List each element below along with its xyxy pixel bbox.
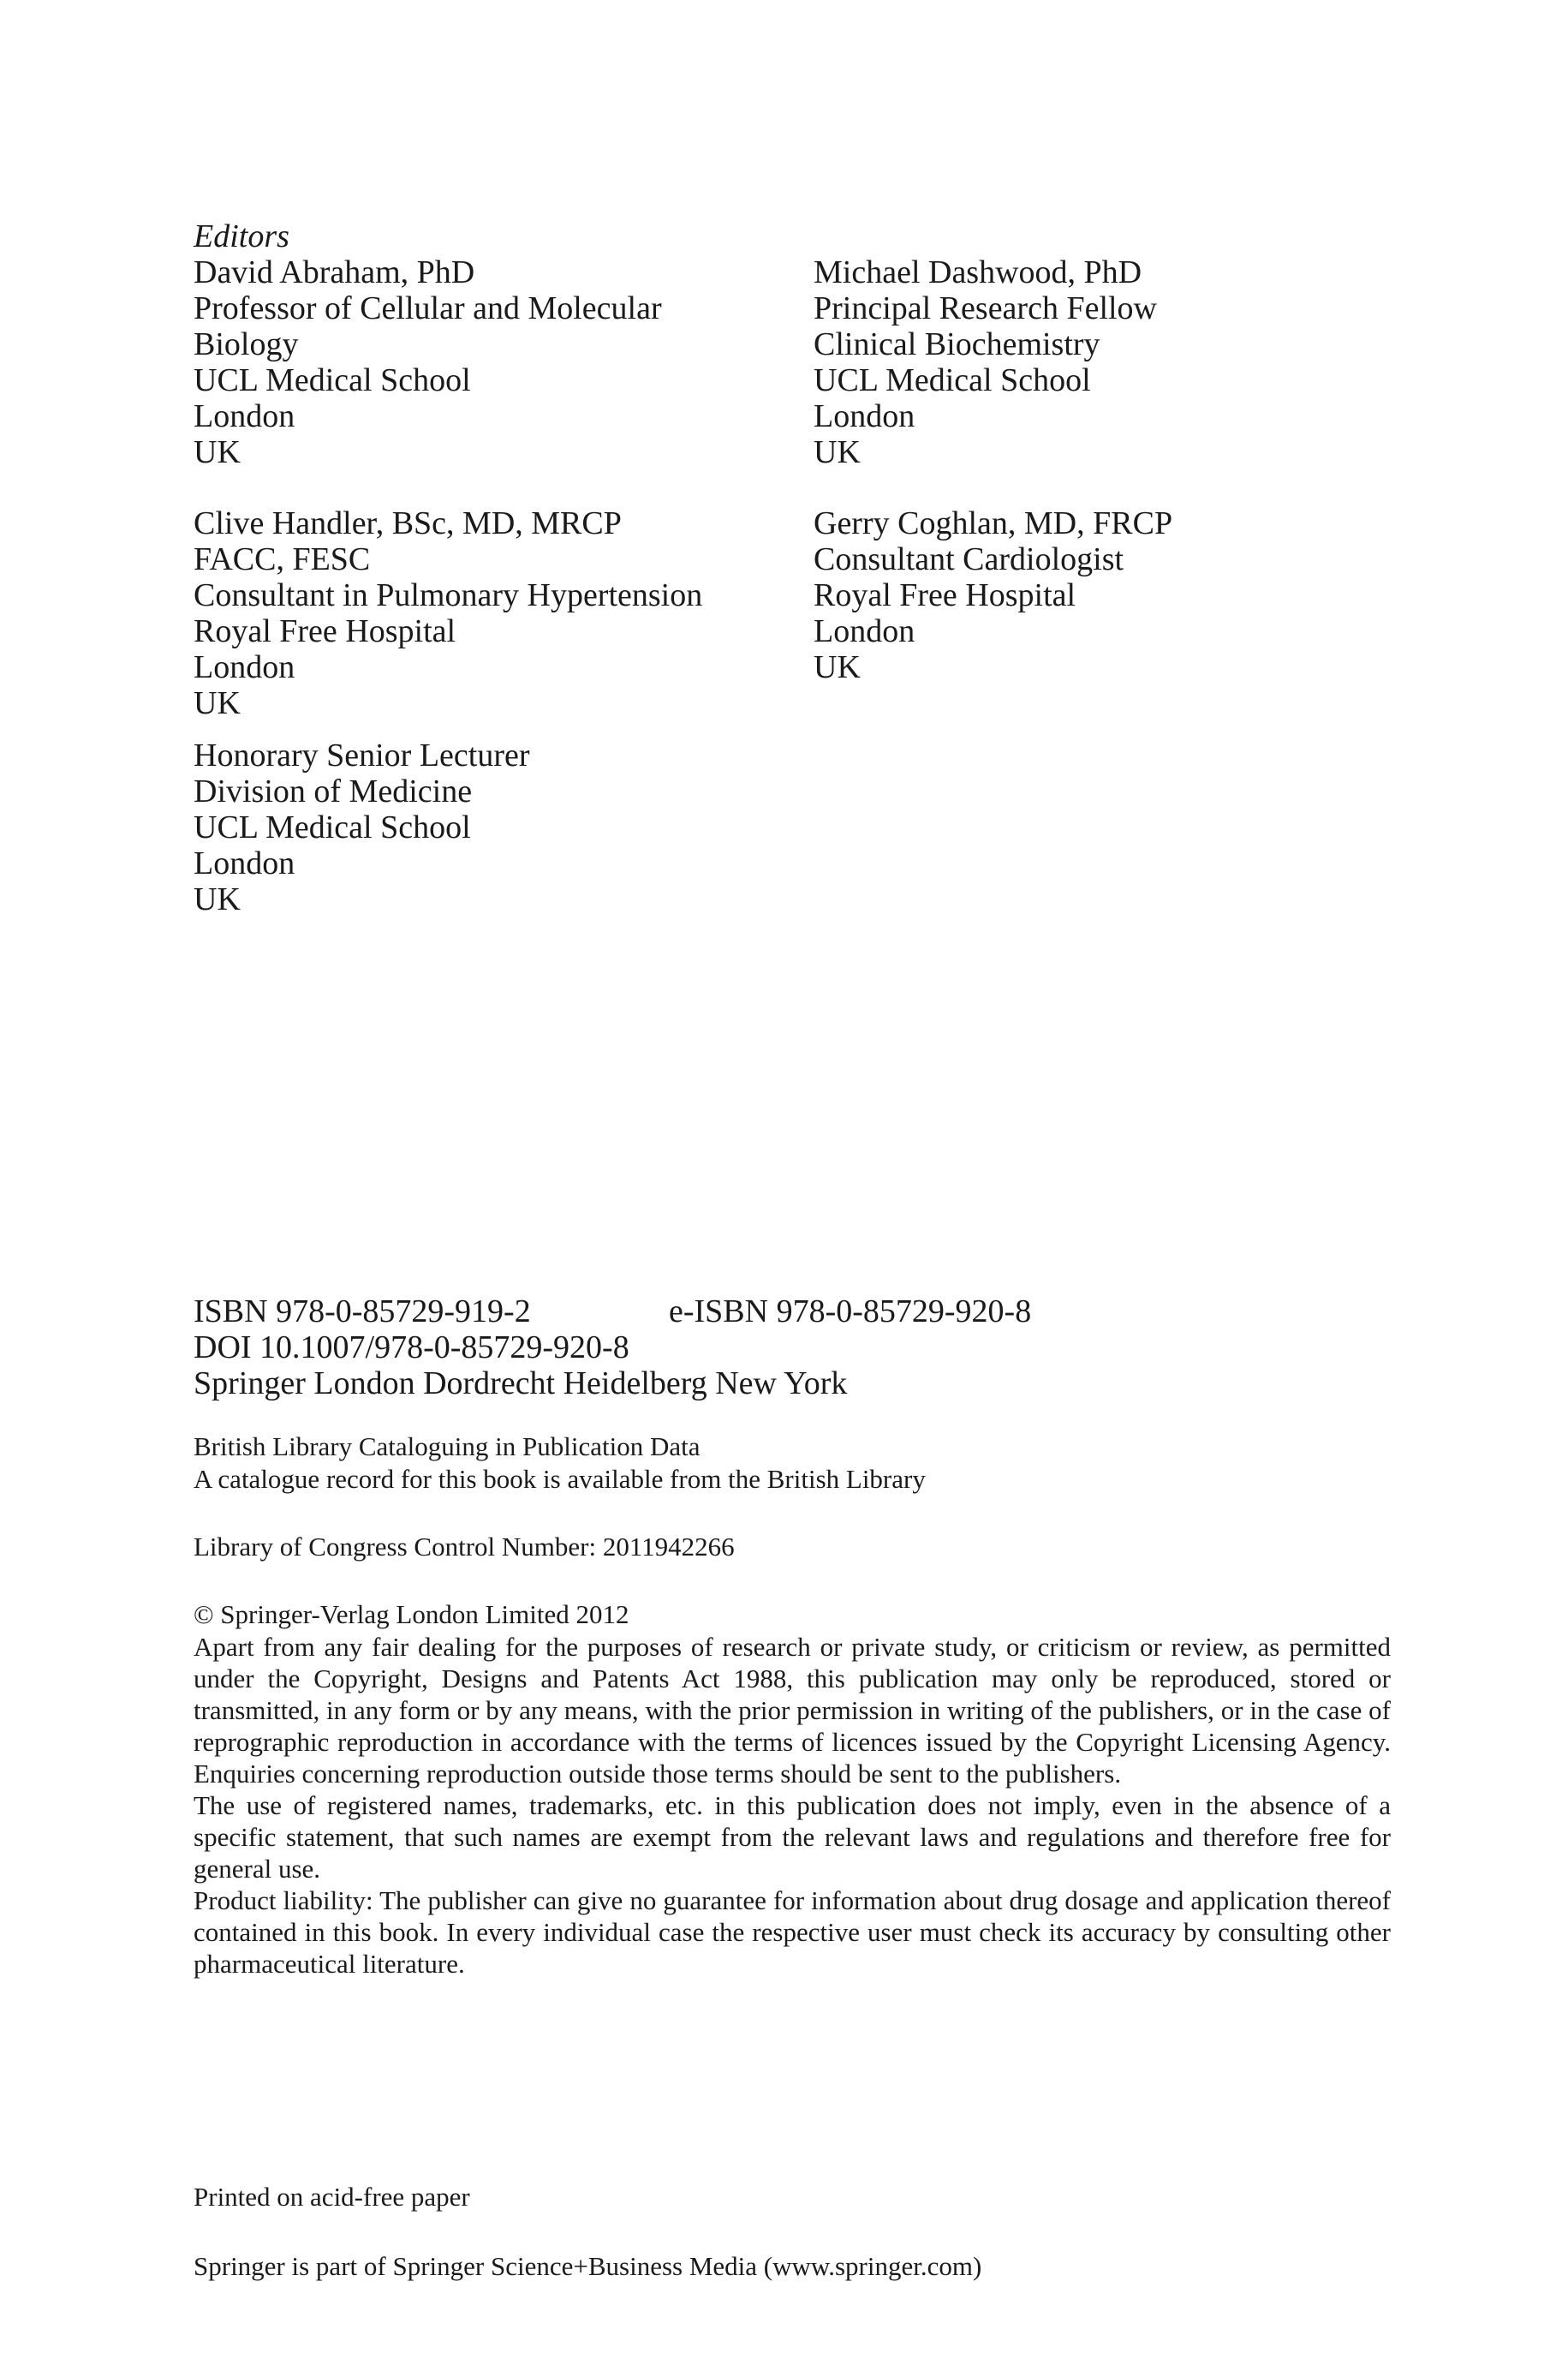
editors-heading: Editors	[194, 218, 289, 254]
doi: DOI 10.1007/978-0-85729-920-8	[194, 1329, 629, 1365]
editor-clive-handler: Clive Handler, BSc, MD, MRCP FACC, FESC Consultant in Pulmonary Hypertension Royal Free Hospital London UK	[194, 505, 703, 721]
editor-michael-dashwood: Michael Dashwood, PhD Principal Research Fellow Clinical Biochemistry UCL Medical School London UK	[814, 254, 1158, 470]
editor-clive-handler-secondary-affiliation: Honorary Senior Lecturer Division of Medicine UCL Medical School London UK	[194, 738, 530, 917]
publisher-locations: Springer London Dordrecht Heidelberg New York	[194, 1365, 848, 1401]
paper-note: Printed on acid-free paper	[194, 2182, 470, 2212]
trademarks-paragraph: The use of registered names, trademarks, etc. in this publication does not imply, even in the absence of a specific statement, that such names are exempt from the relevant laws and regulations and therefore free for general use.	[194, 1790, 1391, 1884]
product-liability-paragraph: Product liability: The publisher can give no guarantee for information about drug dosage and application thereof contained in this book. In every individual case the respective user must check its accuracy by consulting other pharmaceutical literature.	[194, 1885, 1391, 1979]
isbn-line	[194, 1293, 531, 1329]
cataloguing-block: British Library Cataloguing in Publication Data A catalogue record for this book is available from the British Library	[194, 1431, 926, 1494]
editor-name: Gerry Coghlan, MD, FRCP	[814, 505, 1173, 541]
loc-control-number: Library of Congress Control Number: 2011942266	[194, 1532, 735, 1562]
legal-text	[194, 1631, 1391, 1980]
editor-name: Michael Dashwood, PhD	[814, 254, 1142, 290]
editor-gerry-coghlan: Gerry Coghlan, MD, FRCP Consultant Cardiologist Royal Free Hospital London UK	[814, 505, 1173, 685]
editor-name: David Abraham, PhD	[194, 254, 475, 290]
isbn: ISBN 978-0-85729-919-2	[194, 1293, 531, 1329]
eisbn-line	[669, 1293, 1031, 1329]
copyright-notice: © Springer-Verlag London Limited 2012	[194, 1599, 629, 1629]
editor-name: Clive Handler, BSc, MD, MRCP	[194, 505, 622, 541]
springer-note: Springer is part of Springer Science+Business Media (www.springer.com)	[194, 2251, 982, 2281]
fair-dealing-paragraph: Apart from any fair dealing for the purposes of research or private study, or criticism or review, as permitted under the Copyright, Designs and Patents Act 1988, this publication may only be reproduced, stored or transmitted, in any form or by any means, with the prior permission in writing of the publishers, or in the case of reprographic reproduction in accordance with the terms of licences issued by the Copyright Licensing Agency. Enquiries concerning reproduction outside those terms should be sent to the publishers.	[194, 1632, 1391, 1789]
editor-david-abraham: David Abraham, PhD Professor of Cellular and Molecular Biology UCL Medical School London UK	[194, 254, 662, 470]
doi-block	[194, 1329, 847, 1401]
eisbn: e-ISBN 978-0-85729-920-8	[669, 1293, 1032, 1329]
